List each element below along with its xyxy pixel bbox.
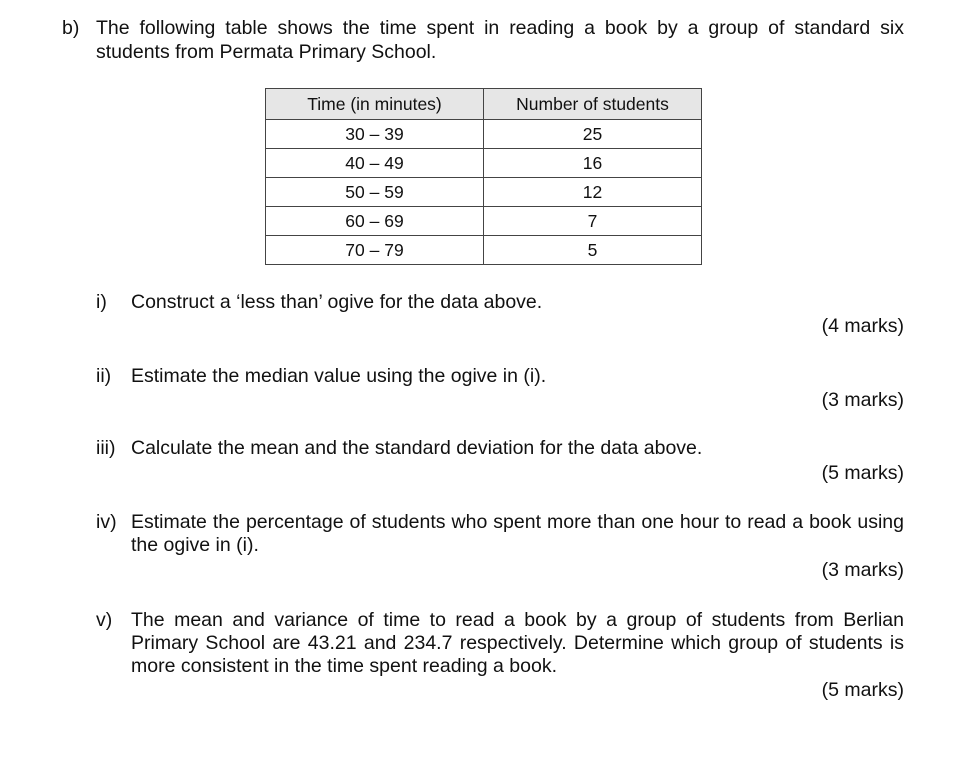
marks-label: (5 marks) <box>821 679 904 701</box>
intro-text: The following table shows the time spent in reading a book by a group of standard six students from Permata Primary School. <box>96 17 904 63</box>
count-cell: 16 <box>484 149 702 178</box>
count-cell: 25 <box>484 120 702 149</box>
count-cell: 12 <box>484 178 702 207</box>
question-text: Estimate the percentage of students who spent more than one hour to read a book using the ogive in (i). <box>131 511 904 556</box>
question-iv <box>96 511 904 557</box>
table-row <box>266 149 702 178</box>
column-header-students: Number of students <box>484 89 702 120</box>
time-cell: 30 – 39 <box>266 120 484 149</box>
time-cell: 60 – 69 <box>266 207 484 236</box>
question-iii <box>96 437 904 460</box>
question-text: Construct a ‘less than’ ogive for the data above. <box>131 291 543 313</box>
column-header-time: Time (in minutes) <box>266 89 484 120</box>
question-text: Calculate the mean and the standard deviation for the data above. <box>131 437 703 459</box>
marks-label: (5 marks) <box>821 462 904 484</box>
time-cell: 70 – 79 <box>266 236 484 265</box>
count-cell: 5 <box>484 236 702 265</box>
marks-label: (4 marks) <box>821 315 904 337</box>
question-ii <box>96 365 904 388</box>
part-label: b) <box>62 17 80 39</box>
question-number: i) <box>96 291 107 313</box>
table-header-row <box>266 89 702 120</box>
reading-time-table <box>265 88 702 265</box>
question-text: The mean and variance of time to read a book by a group of students from Berlian Primary School are 43.21 and 234.7 respectively. Determine which group of students is more consistent in the time spent reading a book. <box>131 609 904 677</box>
question-v <box>96 609 904 678</box>
question-number: iv) <box>96 511 117 533</box>
question-number: v) <box>96 609 113 631</box>
table-row <box>266 120 702 149</box>
question-text: Estimate the median value using the ogive in (i). <box>131 365 547 387</box>
table-row <box>266 207 702 236</box>
time-cell: 50 – 59 <box>266 178 484 207</box>
table-row <box>266 236 702 265</box>
question-number: ii) <box>96 365 112 387</box>
question-i <box>96 291 904 314</box>
question-number: iii) <box>96 437 116 459</box>
time-cell: 40 – 49 <box>266 149 484 178</box>
intro-paragraph <box>62 16 904 64</box>
table-row <box>266 178 702 207</box>
count-cell: 7 <box>484 207 702 236</box>
marks-label: (3 marks) <box>821 389 904 411</box>
marks-label: (3 marks) <box>821 559 904 581</box>
